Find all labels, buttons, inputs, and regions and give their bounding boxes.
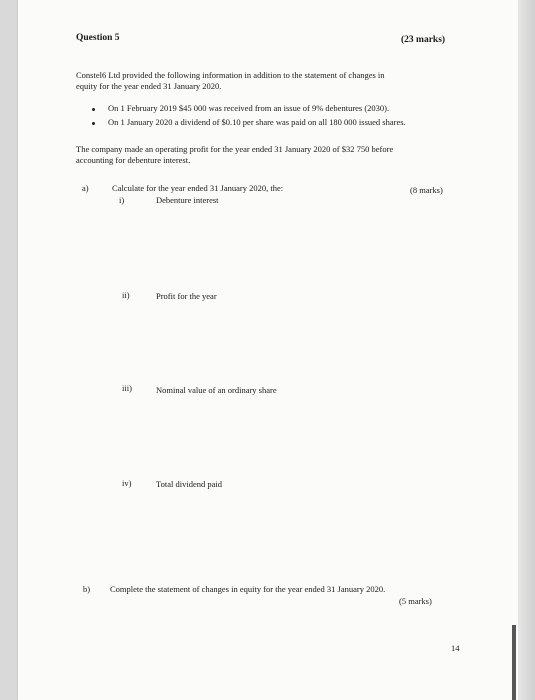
question-marks: (23 marks) (401, 35, 446, 45)
intro-line-1: Constel6 Ltd provided the following information in addition to the statement of changes in (76, 70, 385, 80)
item-iv-number: iv) (122, 478, 132, 488)
part-a-label: a) (82, 183, 89, 193)
item-ii-number: ii) (122, 290, 130, 300)
right-edge-shadow (518, 0, 535, 700)
item-ii-text: Profit for the year (156, 291, 217, 301)
part-b-marks: (5 marks) (399, 596, 432, 606)
bullet-item-1: On 1 February 2019 $45 000 was received from an issue of 9% debentures (2030). (108, 103, 390, 113)
bullet-dot (92, 122, 95, 125)
profit-note-paragraph (76, 144, 393, 166)
part-b-text: Complete the statement of changes in equity for the year ended 31 January 2020. (110, 584, 386, 594)
item-iii-text: Nominal value of an ordinary share (156, 385, 277, 395)
item-iii-number: iii) (122, 383, 132, 393)
document-page (18, 0, 518, 700)
part-a-text: Calculate for the year ended 31 January 2020, the: (112, 183, 284, 193)
profit-note-line-2: accounting for debenture interest. (76, 155, 191, 165)
intro-paragraph (76, 70, 385, 92)
bullet-item-2: On 1 January 2020 a dividend of $0.10 per share was paid on all 180 000 issued shares. (108, 117, 406, 127)
item-i-number: i) (119, 195, 125, 205)
profit-note-line-1: The company made an operating profit for the year ended 31 January 2020 of $32 750 before (76, 144, 394, 154)
edge-bar (512, 625, 516, 700)
part-b-label: b) (83, 584, 91, 594)
item-iv-text: Total dividend paid (156, 479, 222, 489)
bullet-dot (92, 108, 95, 111)
part-a-marks: (8 marks) (410, 185, 443, 195)
page-number: 14 (451, 643, 460, 653)
intro-line-2: equity for the year ended 31 January 2020. (76, 81, 222, 91)
question-title: Question 5 (76, 33, 120, 43)
item-i-text: Debenture interest (156, 195, 219, 205)
